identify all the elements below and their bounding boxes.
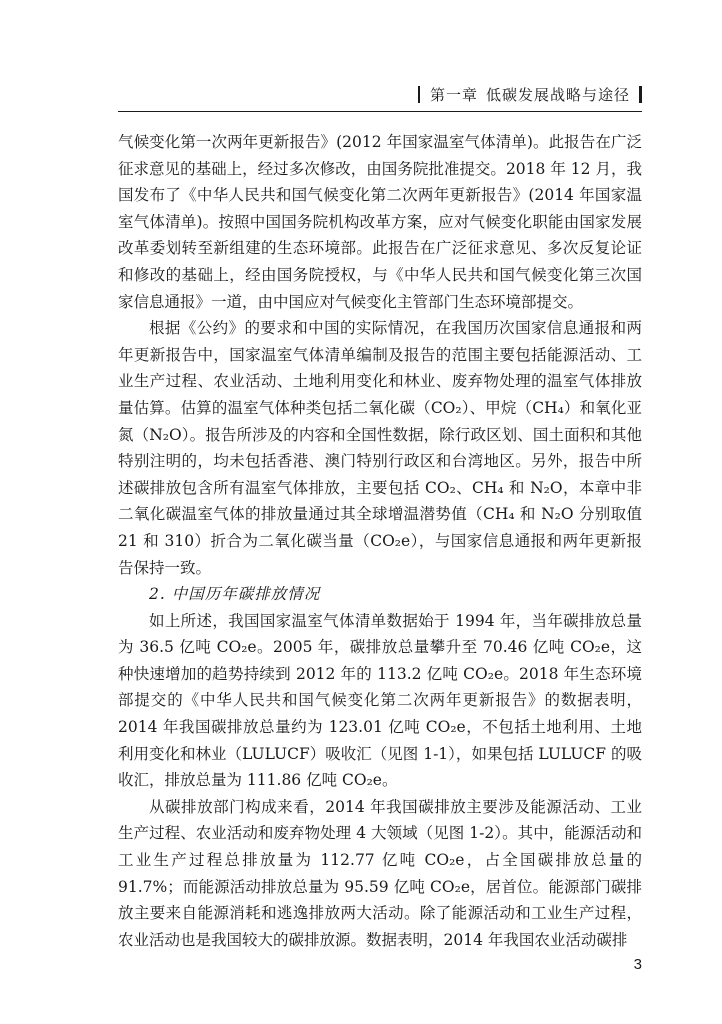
header-end-bar [639, 86, 642, 103]
chapter-label: 第一章 [429, 85, 478, 104]
paragraph-4: 从碳排放部门构成来看，2014 年我国碳排放主要涉及能源活动、工业生产过程、农业活动和废弃物处理 4 大领域（见图 1-2）。其中，能源活动和工业生产过程总排放量为 112.77 亿吨 CO₂e，占全国碳排放总量的 91.7%；而能源活动排放总量为 95.59 亿吨 CO₂e，居首位。能源部门碳排放主要来自能源消耗和逃逸排放两大活动。除了能源活动和工业生产过程，农业活动也是我国较大的碳排放源。数据表明，2014 年我国农业活动碳排 [118, 797, 642, 949]
paragraph-3: 如上所述，我国国家温室气体清单数据始于 1994 年，当年碳排放总量为 36.5 亿吨 CO₂e。2005 年，碳排放总量攀升至 70.46 亿吨 CO₂e，这种快速增加的趋势持续到 2012 年的 113.2 亿吨 CO₂e。2018 年生态环境部提交的《中华人民共和国气候变化第二次两年更新报告》的数据表明，2014 年我国碳排放总量约为 123.01 亿吨 CO₂e，不包括土地利用、土地利用变化和林业（LULUCF）吸收汇（见图 1-1），如果包括 LULUCF 的吸收汇，排放总量为 111.86 亿吨 CO₂e。 [118, 611, 642, 790]
paragraph-2: 根据《公约》的要求和中国的实际情况，在我国历次国家信息通报和两年更新报告中，国家温室气体清单编制及报告的范围主要包括能源活动、工业生产过程、农业活动、土地利用变化和林业、废弃物处理的温室气体排放量估算。估算的温室气体种类包括二氧化碳（CO₂）、甲烷（CH₄）和氧化亚氮（N₂O）。报告所涉及的内容和全国性数据，除行政区划、国土面积和其他特别注明的，均未包括香港、澳门特别行政区和台湾地区。另外，报告中所述碳排放包含所有温室气体排放，主要包括 CO₂、CH₄ 和 N₂O，本章中非二氧化碳温室气体的排放量通过其全球增温潜势值（CH₄ 和 N₂O 分别取值 21 和 310）折合为二氧化碳当量（CO₂e），与国家信息通报和两年更新报告保持一致。 [118, 319, 642, 577]
page-number: 3 [633, 956, 642, 973]
section-heading: 2. 中国历年碳排放情况 [149, 585, 321, 604]
paragraph-1: 气候变化第一次两年更新报告》(2012 年国家温室气体清单)。此报告在广泛征求意见的基础上，经过多次修改，由国务院批准提交。2018 年 12 月，我国发布了《中华人民共和国气候变化第二次两年更新报告》(2014 年国家温室气体清单)。按照中国国务院机构改革方案，应对气候变化职能由国家发展改革委划转至新组建的生态环境部。此报告在广泛征求意见、多次反复论证和修改的基础上，经由国务院授权，与《中华人民共和国气候变化第三次国家信息通报》一道，由中国应对气候变化主管部门生态环境部提交。 [118, 133, 642, 311]
header-rule [118, 111, 642, 112]
running-header [418, 83, 642, 105]
header-divider-bar [418, 86, 420, 103]
body-text [118, 129, 642, 953]
chapter-title: 低碳发展战略与途径 [485, 85, 630, 104]
